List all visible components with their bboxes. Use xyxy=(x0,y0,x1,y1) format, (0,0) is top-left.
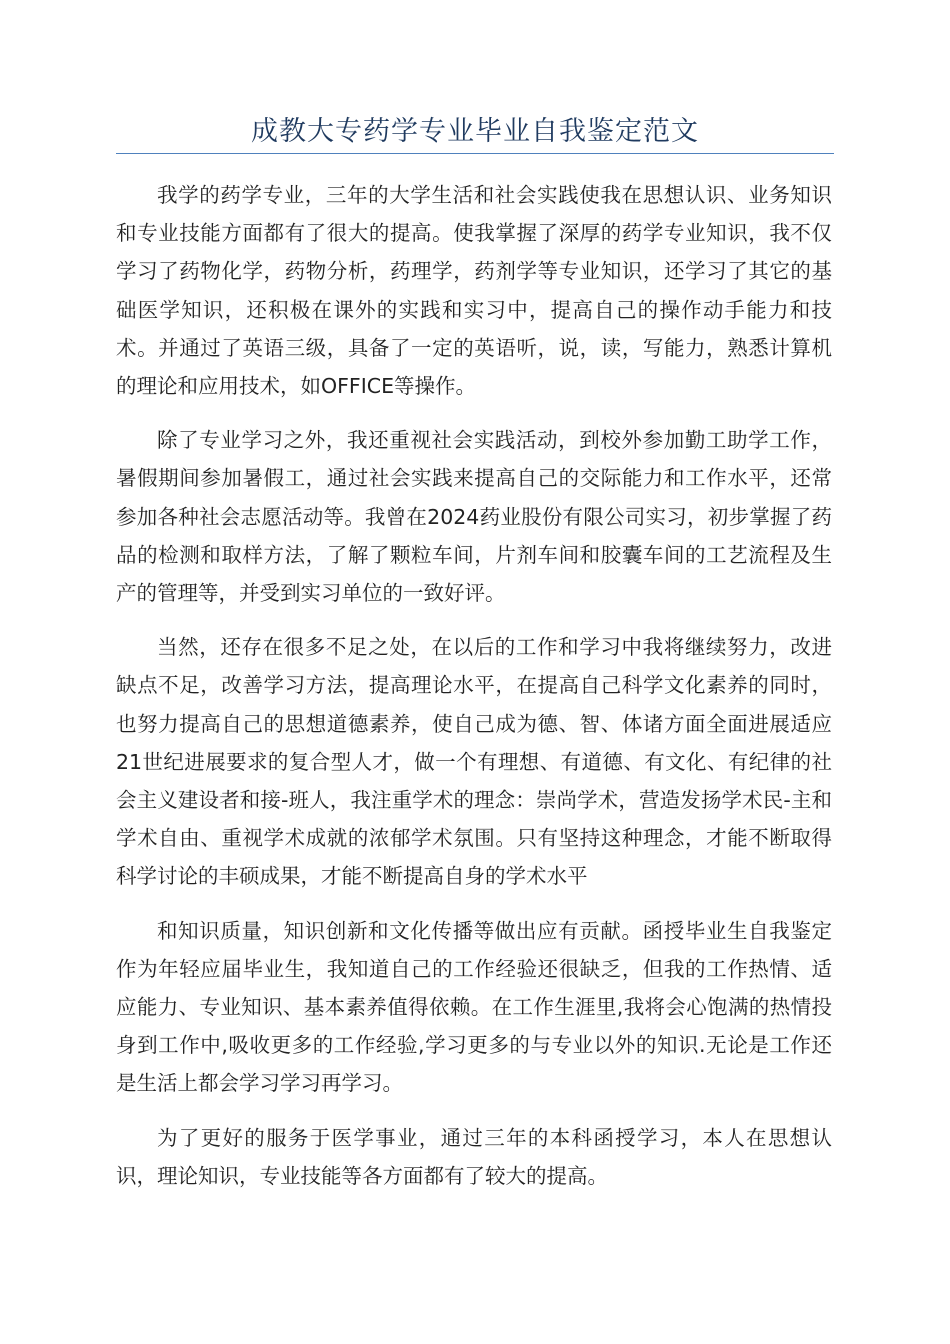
paragraph-3: 当然，还存在很多不足之处，在以后的工作和学习中我将继续努力，改进缺点不足，改善学习方法，提高理论水平，在提高自己科学文化素养的同时，也努力提高自己的思想道德素养，使自己成为德、智、体诸方面全面进展适应21世纪进展要求的复合型人才，做一个有理想、有道德、有文化、有纪律的社会主义建设者和接-班人，我注重学术的理念：崇尚学术，营造发扬学术民-主和学术自由、重视学术成就的浓郁学术氛围。只有坚持这种理念，才能不断取得科学讨论的丰硕成果，才能不断提高自身的学术水平 xyxy=(116,635,832,889)
paragraph-2: 除了专业学习之外，我还重视社会实践活动，到校外参加勤工助学工作，暑假期间参加暑假工，通过社会实践来提高自己的交际能力和工作水平，还常参加各种社会志愿活动等。我曾在2024药业股份有限公司实习，初步掌握了药品的检测和取样方法，了解了颗粒车间，片剂车间和胶囊车间的工艺流程及生产的管理等，并受到实习单位的一致好评。 xyxy=(116,428,832,606)
paragraph-5: 为了更好的服务于医学事业，通过三年的本科函授学习，本人在思想认识，理论知识，专业技能等各方面都有了较大的提高。 xyxy=(116,1125,832,1188)
paragraph-4: 和知识质量，知识创新和文化传播等做出应有贡献。函授毕业生自我鉴定作为年轻应届毕业生，我知道自己的工作经验还很缺乏，但我的工作热情、适应能力、专业知识、基本素养值得依赖。在工作生涯里,我将会心饱满的热情投身到工作中,吸收更多的工作经验,学习更多的与专业以外的知识.无论是工作还是生活上都会学习学习再学习。 xyxy=(116,918,832,1096)
title-underline xyxy=(116,153,834,154)
document-title: 成教大专药学专业毕业自我鉴定范文 xyxy=(251,116,699,147)
document-body xyxy=(116,176,832,1211)
paragraph-1: 我学的药学专业，三年的大学生活和社会实践使我在思想认识、业务知识和专业技能方面都有了很大的提高。使我掌握了深厚的药学专业知识，我不仅学习了药物化学，药物分析，药理学，药剂学等专业知识，还学习了其它的基础医学知识，还积极在课外的实践和实习中，提高自己的操作动手能力和技术。并通过了英语三级，具备了一定的英语听，说，读，写能力，熟悉计算机的理论和应用技术，如OFFICE等操作。 xyxy=(116,183,832,399)
